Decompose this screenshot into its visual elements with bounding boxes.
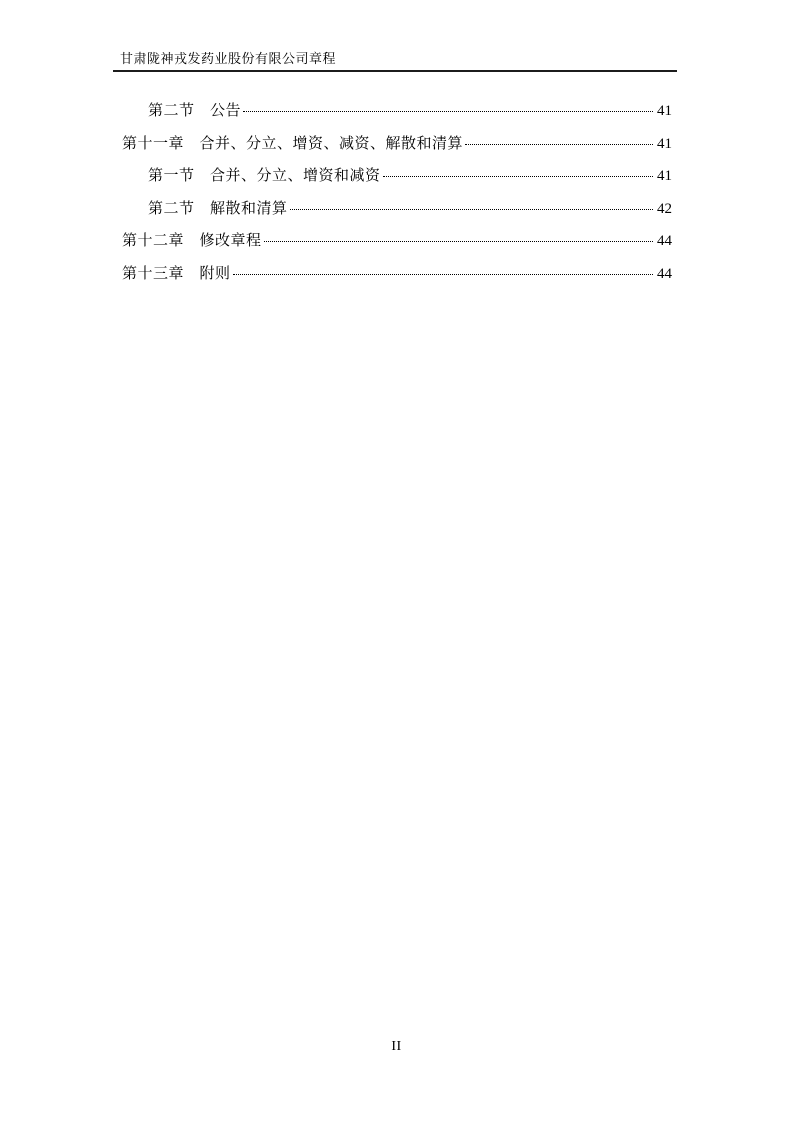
toc-leader-dots xyxy=(383,176,653,177)
toc-entry xyxy=(122,258,672,291)
toc-page-number: 42 xyxy=(657,200,672,217)
toc-entry-label: 第十一章 合并、分立、增资、减资、解散和清算 xyxy=(122,135,464,152)
toc-entry-label: 第二节 公告 xyxy=(148,103,242,119)
page-footer xyxy=(0,1037,793,1055)
toc-leader-dots xyxy=(264,241,653,242)
toc-page-number: 41 xyxy=(657,168,672,185)
toc-page-number: 41 xyxy=(657,135,672,152)
toc-leader-dots xyxy=(233,274,653,275)
header-title: 甘肃陇神戎发药业股份有限公司章程 xyxy=(120,51,337,66)
toc-leader-dots xyxy=(243,111,653,112)
toc-entry-label: 第十二章 修改章程 xyxy=(122,233,262,250)
toc-entry xyxy=(122,225,672,258)
toc-entry xyxy=(122,160,672,193)
toc-leader-dots xyxy=(290,209,653,210)
table-of-contents xyxy=(122,95,672,291)
toc-page-number: 44 xyxy=(657,265,672,282)
toc-entry xyxy=(122,95,672,128)
toc-entry xyxy=(122,193,672,226)
toc-entry-label: 第二节 解散和清算 xyxy=(148,200,288,217)
toc-leader-dots xyxy=(465,144,653,145)
toc-page-number: 41 xyxy=(657,103,672,119)
toc-page-number: 44 xyxy=(657,233,672,250)
page-number: II xyxy=(391,1039,402,1054)
toc-entry-label: 第一节 合并、分立、增资和减资 xyxy=(148,168,381,185)
page-header xyxy=(113,50,677,72)
toc-entry xyxy=(122,128,672,161)
toc-entry-label: 第十三章 附则 xyxy=(122,265,231,282)
